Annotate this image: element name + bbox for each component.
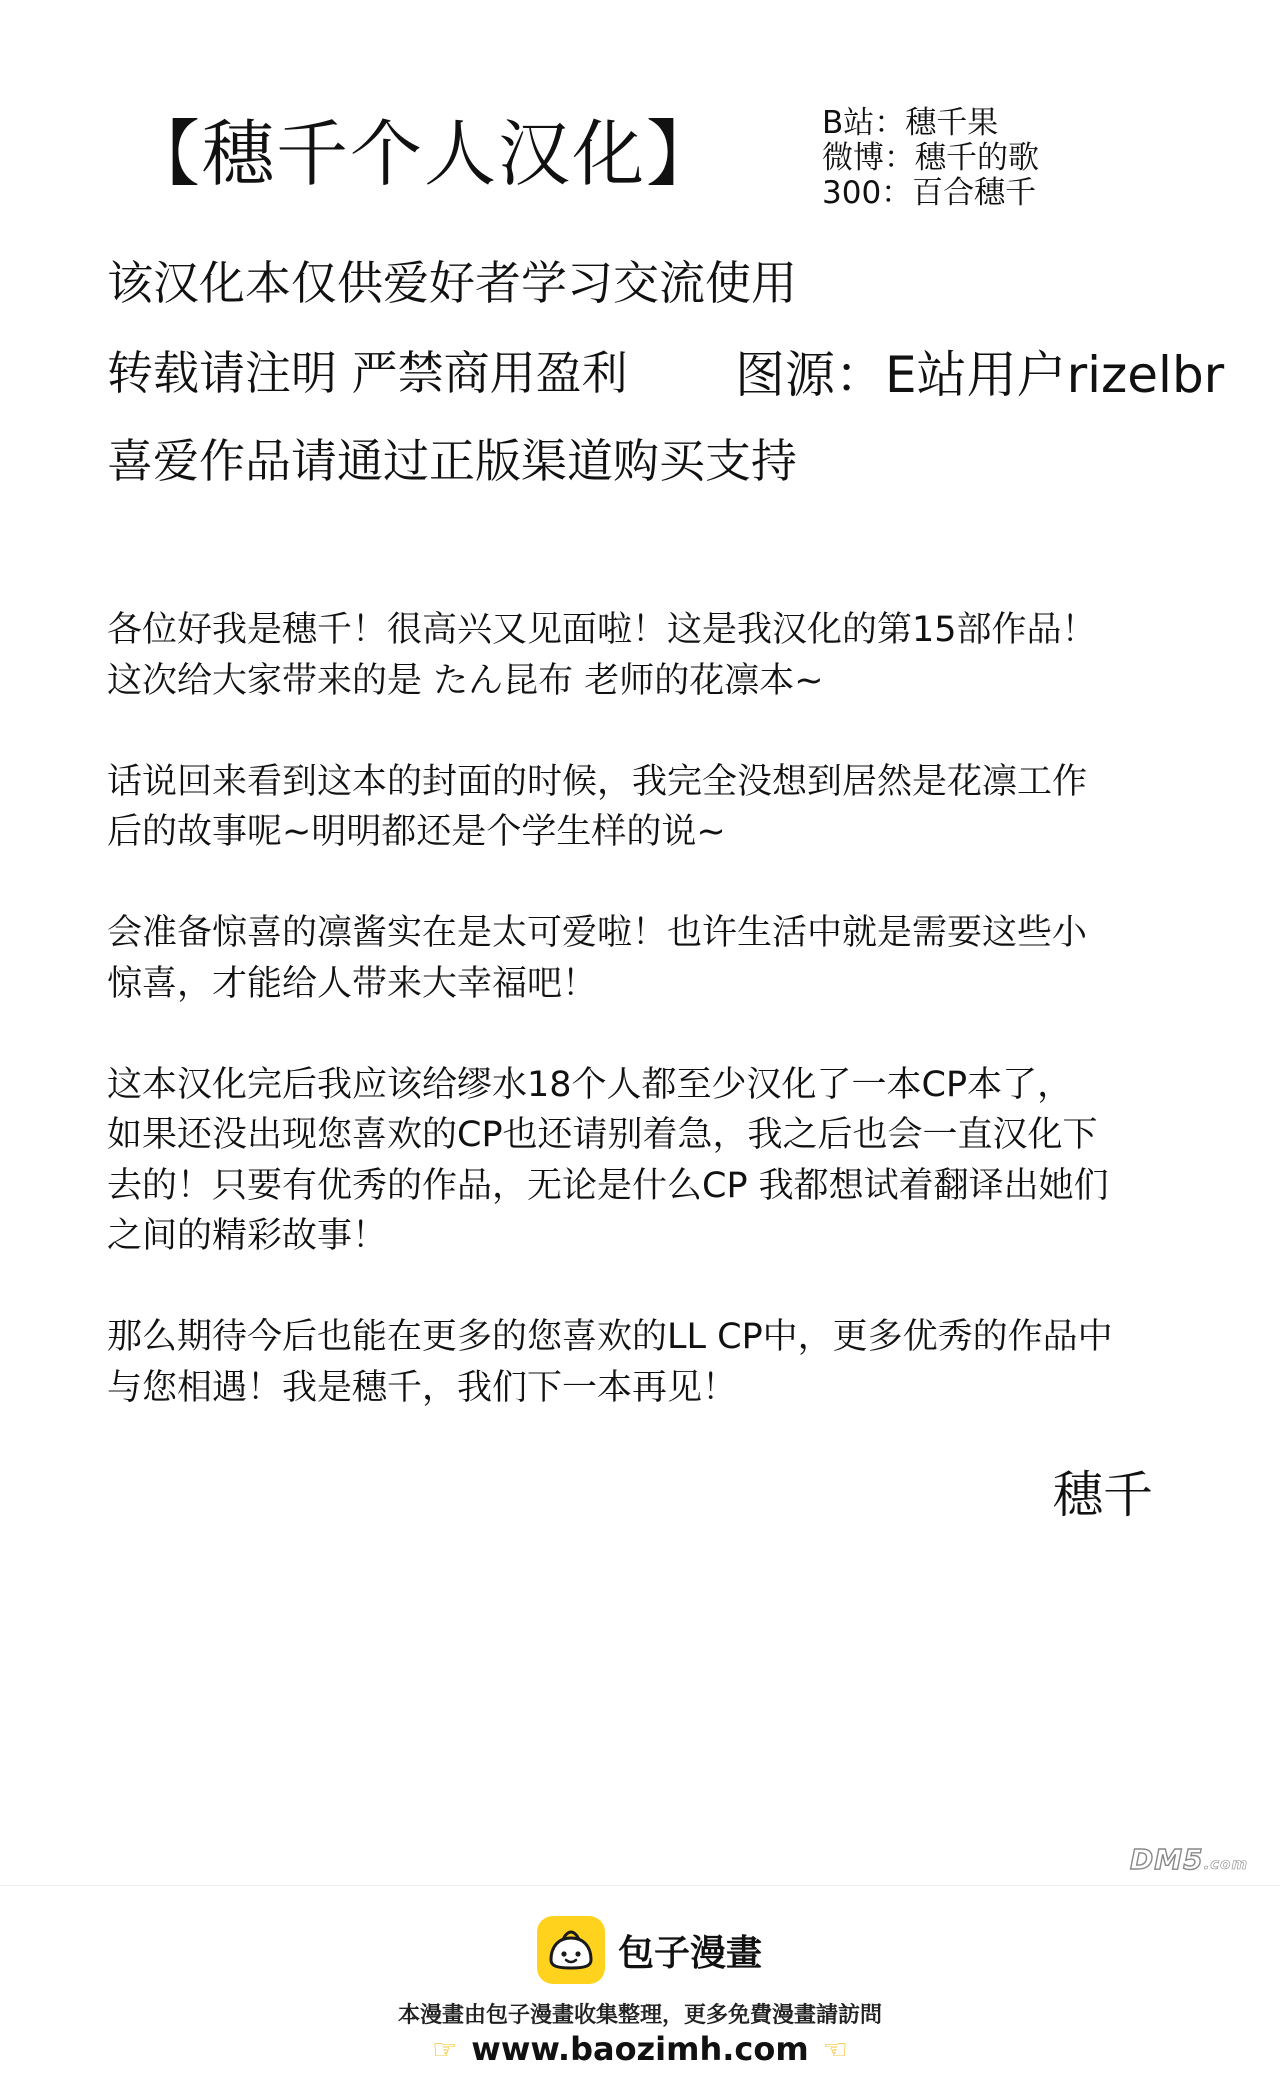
message-paragraph — [107, 908, 1207, 1009]
notice-study-only: 该汉化本仅供爱好者学习交流使用 — [107, 256, 797, 310]
credit-300: 300：百合穗千 — [822, 175, 1037, 211]
credit-bilibili: B站：穗千果 — [822, 105, 999, 141]
bun-logo-icon — [537, 1916, 605, 1984]
message-line: 话说回来看到这本的封面的时候，我完全没想到居然是花凛工作 — [107, 761, 1088, 802]
message-line: 惊喜，才能给人带来大幸福吧！ — [107, 963, 598, 1004]
notice-no-commercial: 转载请注明 严禁商用盈利 — [107, 346, 628, 400]
message-line: 与您相遇！我是穗千，我们下一本再见！ — [107, 1367, 738, 1408]
translator-credits — [822, 106, 1039, 211]
message-line: 那么期待今后也能在更多的您喜欢的LL CP中，更多优秀的作品中 — [107, 1317, 1113, 1357]
watermark-suffix: .com — [1203, 1855, 1249, 1873]
dm5-watermark — [1130, 1843, 1248, 1876]
message-line: 各位好我是穗千！很高兴又见面啦！这是我汉化的第15部作品！ — [107, 610, 1097, 650]
site-url-row — [0, 2030, 1280, 2068]
footer-note: 本漫畫由包子漫畫收集整理，更多免費漫畫請訪問 — [397, 2003, 882, 2028]
message-line: 去的！只要有优秀的作品，无论是什么CP 我都想试着翻译出她们 — [107, 1165, 1109, 1206]
image-source: 图源：E站用户rizelbr — [735, 346, 1225, 404]
brand-name: 包子漫畫 — [618, 1932, 763, 1974]
page-title: 【穗千个人汉化】 — [128, 112, 721, 196]
message-line: 之间的精彩故事！ — [107, 1216, 388, 1256]
site-footer — [0, 1885, 1280, 2076]
message-paragraph — [107, 1060, 1207, 1262]
message-line: 这次给大家带来的是 たん昆布 老师的花凛本~ — [107, 660, 824, 701]
signature: 穗千 — [1053, 1466, 1153, 1524]
translator-message — [107, 605, 1207, 1464]
site-url-link[interactable]: www.baozimh.com — [471, 2030, 809, 2068]
notice-support-official: 喜爱作品请通过正版渠道购买支持 — [107, 434, 797, 488]
message-line: 如果还没出现您喜欢的CP也还请别着急，我之后也会一直汉化下 — [107, 1115, 1098, 1155]
watermark-main: DM5 — [1130, 1843, 1204, 1876]
brand-logo[interactable] — [537, 1916, 762, 1984]
credit-weibo: 微博：穗千的歌 — [822, 140, 1039, 176]
message-line: 这本汉化完后我应该给缪水18个人都至少汉化了一本CP本了， — [107, 1064, 1073, 1105]
message-line: 后的故事呢~明明都还是个学生样的说~ — [107, 812, 726, 852]
pointing-hand-right-icon: ☞ — [432, 2032, 458, 2066]
pointing-hand-left-icon: ☜ — [822, 2032, 848, 2066]
message-paragraph — [107, 1312, 1207, 1413]
message-paragraph — [107, 757, 1207, 858]
message-line: 会准备惊喜的凛酱实在是太可爱啦！也许生活中就是需要这些小 — [107, 913, 1088, 953]
message-paragraph — [107, 605, 1207, 706]
